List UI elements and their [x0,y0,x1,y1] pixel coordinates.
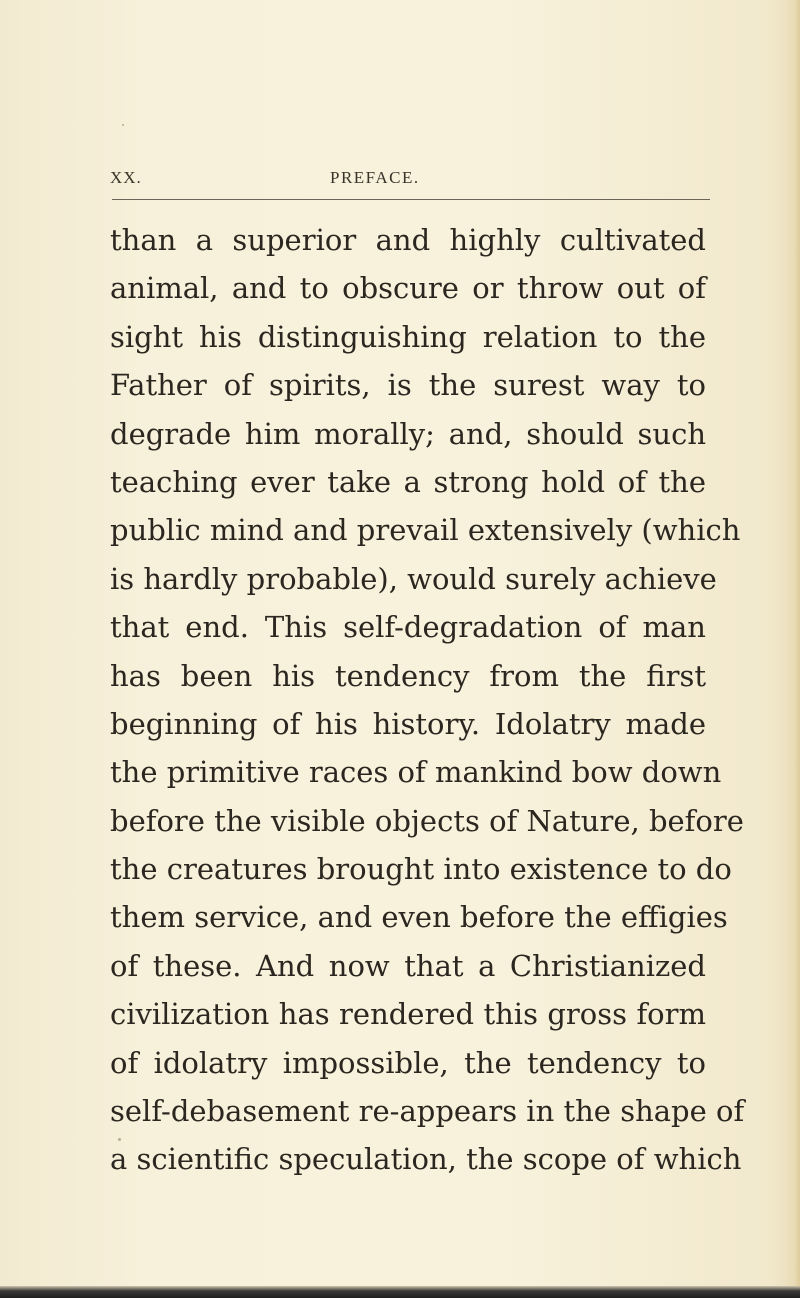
paper-speck [118,1138,121,1141]
text-line: civilization has rendered this gross form [110,997,706,1032]
text-line: a scientific speculation, the scope of which [110,1142,742,1177]
text-line: than a superior and highly cultivated [110,223,706,257]
text-line: the creatures brought into existence to do [110,852,732,887]
running-head: PREFACE. [330,168,420,187]
text-line: of idolatry impossible, the tendency to [110,1045,706,1080]
body-text [110,216,745,1184]
header-rule [112,199,710,200]
text-line: the primitive races of mankind bow down [110,755,722,790]
text-line: self-debasement re-appears in the shape of [110,1094,745,1129]
text-line: sight his distinguishing relation to the [110,319,706,354]
text-line: them service, and even before the effigies [110,900,728,935]
text-line: has been his tendency from the first [110,658,706,693]
page-header [110,168,710,192]
text-line: of these. And now that a Christianized [110,948,706,983]
text-line: public mind and prevail extensively (which [110,513,741,548]
text-line: animal, and to obscure or throw out of [110,271,706,306]
text-line: before the visible objects of Nature, before [110,803,744,838]
text-line: is hardly probable), would surely achieve [110,561,717,596]
text-line: beginning of his history. Idolatry made [110,706,706,741]
text-line: that end. This self-degradation of man [110,610,706,645]
text-line: Father of spirits, is the surest way to [110,368,706,403]
paper-speck [122,124,124,126]
text-line: teaching ever take a strong hold of the [110,464,706,499]
page-edge [786,0,800,1298]
page-number: XX. [110,168,142,187]
text-line: degrade him morally; and, should such [110,416,706,451]
page-bottom-shadow [0,1286,800,1298]
